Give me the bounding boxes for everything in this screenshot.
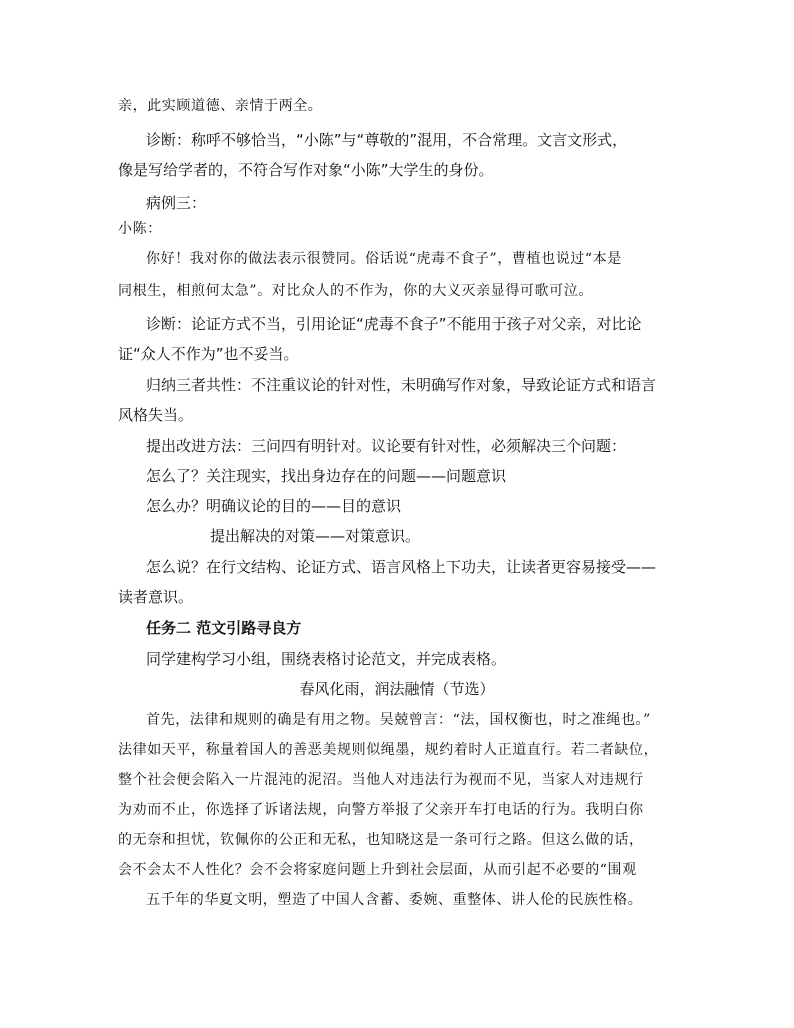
essay-line: 首先，法律和规则的确是有用之物。吴兢曾言：“法，国权衡也，时之准绳也。” — [146, 712, 651, 728]
section-label: 病例三： — [146, 194, 207, 212]
essay-title: 春风化雨，润法融情（节选） — [299, 680, 495, 698]
text-line: 亲，此实顾道德、亲情于两全。 — [118, 98, 323, 114]
essay-line: 法律如天平，称量着国人的善恶美规则似绳墨，规约着时人正道直行。若二者缺位， — [118, 742, 659, 758]
text-line: 风格失当。 — [118, 406, 194, 424]
text-line: 证“众人不作为”也不妥当。 — [118, 345, 299, 363]
task-heading: 任务二 范文引路寻良方 — [146, 619, 302, 637]
text-line: 怎么了？关注现实，找出身边存在的问题——问题意识 — [146, 467, 507, 485]
essay-line: 的无奈和担忧，钦佩你的公正和无私，也知晓这是一条可行之路。但这么做的话， — [118, 832, 644, 848]
essay-line: 为劝而不止，你选择了诉诸法规，向警方举报了父亲开车打电话的行为。我明白你 — [118, 802, 644, 818]
essay-line: 会不会太不人性化？会不会将家庭问题上升到社会层面，从而引起不必要的“围观 — [118, 862, 637, 878]
text-line: 诊断：称呼不够恰当，“小陈”与“尊敬的”混用，不合常理。文言文形式， — [146, 131, 628, 149]
text-line: 怎么办？明确议论的目的——目的意识 — [146, 497, 402, 515]
text-line: 归纳三者共性：不注重议论的针对性，未明确写作对象，导致论证方式和语言 — [146, 376, 657, 394]
essay-line: 整个社会便会陷入一片混沌的泥沼。当他人对违法行为视而不见，当家人对违规行 — [118, 772, 644, 788]
text-line: 提出解决的对策——对策意识。 — [210, 527, 421, 545]
text-line: 像是写给学者的，不符合写作对象“小陈”大学生的身份。 — [118, 161, 494, 179]
essay-line: 五千年的华夏文明，塑造了中国人含蓄、委婉、重整体、讲人伦的民族性格。 — [146, 892, 643, 908]
text-line: 你好！我对你的做法表示很赞同。俗话说“虎毒不食子”，曹植也说过“本是 — [146, 251, 622, 267]
text-line: 诊断：论证方式不当，引用论证“虎毒不食子”不能用于孩子对父亲，对比论 — [146, 315, 642, 333]
letter-salutation: 小陈： — [118, 221, 162, 237]
text-line: 读者意识。 — [118, 588, 194, 606]
text-line: 怎么说？在行文结构、论证方式、语言风格上下功夫，让读者更容易接受—— — [146, 558, 657, 576]
text-line: 同根生，相煎何太急”。对比众人的不作为，你的大义灭亲显得可歌可泣。 — [118, 283, 593, 299]
text-line: 同学建构学习小组，围绕表格讨论范文，并完成表格。 — [146, 650, 507, 668]
text-line: 提出改进方法：三问四有明针对。议论要有针对性，必须解决三个问题： — [146, 437, 627, 455]
